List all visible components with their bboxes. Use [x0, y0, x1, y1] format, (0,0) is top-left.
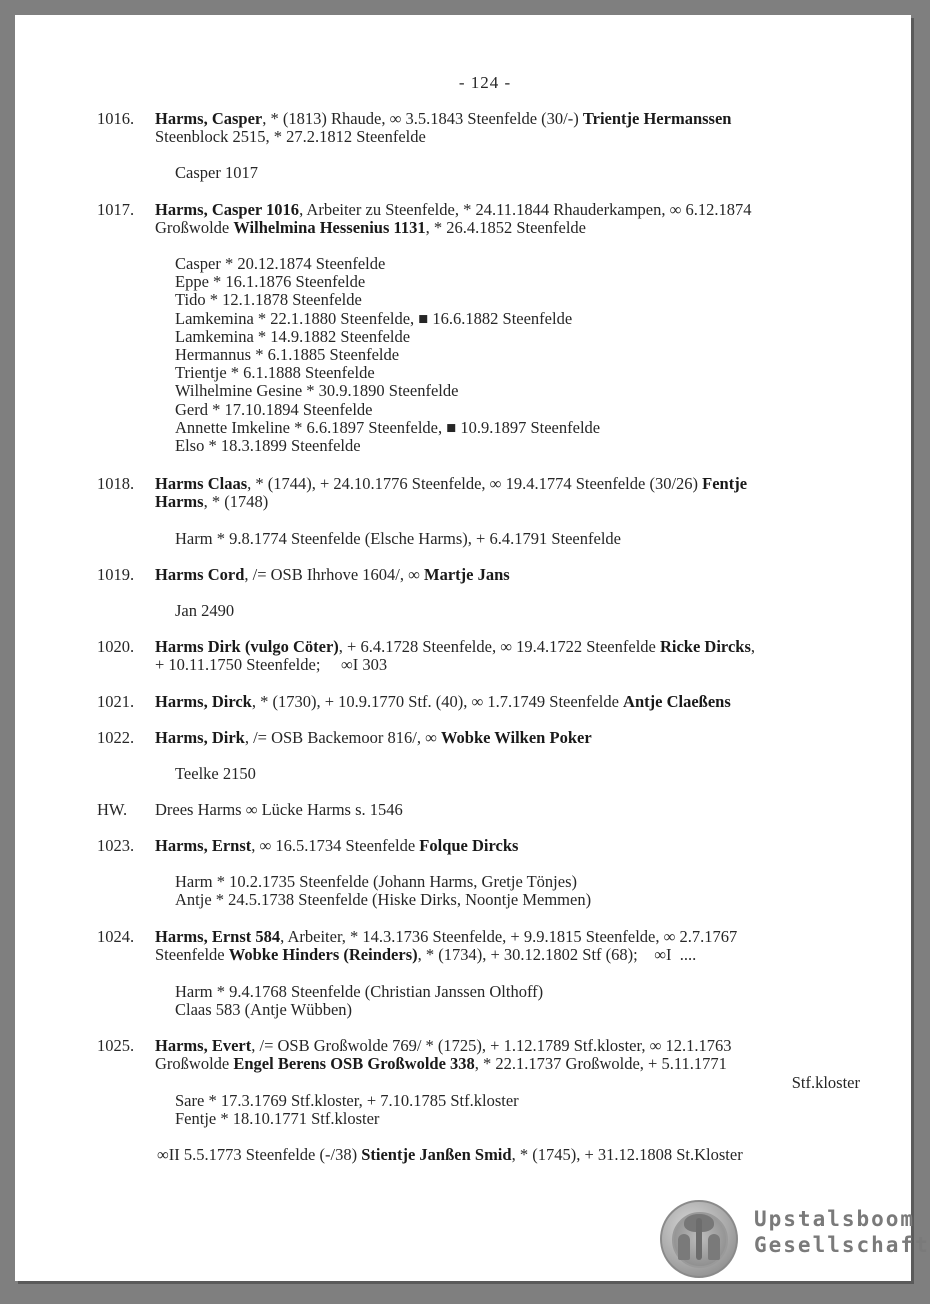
line-continuation: Stf.kloster — [791, 1073, 860, 1092]
child-item: Elso * 18.3.1899 Steenfelde — [175, 436, 361, 456]
entry-number: 1024. — [97, 927, 135, 946]
page-content — [15, 15, 911, 1281]
person-name: Harms, Ernst — [155, 836, 252, 855]
entry-number: 1022. — [97, 728, 135, 747]
spouse-name: Wobke Wilken Poker — [440, 728, 592, 747]
children-list — [175, 530, 875, 548]
entry-text: Harms Dirk (vulgo Cöter), + 6.4.1728 Steenfelde, ∞ 19.4.1722 Steenfelde Ricke Dircks, + 10.11.1750 Steenfelde; ∞I 303 — [155, 637, 756, 675]
spouse-name: Trientje Hermanssen — [582, 109, 732, 128]
child-item: Tido * 12.1.1878 Steenfelde — [175, 290, 362, 310]
person-name: Harms, Dirk — [155, 728, 245, 747]
children-list — [175, 164, 875, 182]
society-logo — [660, 1200, 930, 1278]
document-page — [15, 15, 930, 1281]
children-list — [175, 765, 875, 783]
child-item: Jan 2490 — [175, 601, 235, 620]
spouse-name: Folque Dircks — [419, 836, 519, 855]
person-name: Harms, Dirck — [155, 692, 252, 711]
person-name: Harms Claas — [155, 474, 248, 493]
children-list — [175, 983, 875, 1019]
spouse-name: Stientje Janßen Smid — [361, 1145, 512, 1164]
child-item: Casper * 20.12.1874 Steenfelde — [175, 254, 386, 273]
spouse-name-cont: Harms — [155, 492, 204, 512]
entry-text: Harms, Evert, /= OSB Großwolde 769/ * (1725), + 1.12.1789 Stf.kloster, ∞ 12.1.1763 Großwolde Engel Berens OSB Großwolde 338, * 22.1.1737 Großwolde, + 5.11.1771 — [155, 1036, 732, 1074]
entry-number: 1020. — [97, 637, 135, 656]
child-item: Antje * 24.5.1738 Steenfelde (Hiske Dirks, Noontje Memmen) — [175, 890, 592, 910]
spouse-name: Martje Jans — [424, 565, 510, 584]
entry-number: 1021. — [97, 692, 135, 711]
children-list — [175, 602, 875, 620]
person-name: Harms, Evert — [155, 1036, 252, 1055]
entry-number: HW. — [97, 800, 128, 819]
spouse-name: Wilhelmina Hessenius 1131 — [233, 218, 426, 238]
person-name: Harms, Casper — [155, 109, 263, 128]
entry-text: Harms, Dirk, /= OSB Backemoor 816/, ∞ Wobke Wilken Poker — [155, 728, 592, 747]
person-name: Harms Dirk (vulgo Cöter) — [155, 637, 339, 656]
child-item: Fentje * 18.10.1771 Stf.kloster — [175, 1109, 380, 1129]
spouse-name: Ricke Dircks — [659, 637, 751, 656]
entry-text: Drees Harms ∞ Lücke Harms s. 1546 — [155, 800, 403, 819]
entry-number: 1018. — [97, 474, 135, 493]
child-item: Harm * 9.8.1774 Steenfelde (Elsche Harms), + 6.4.1791 Steenfelde — [175, 529, 621, 548]
children-list — [175, 1092, 875, 1128]
page-number: - 124 - — [458, 73, 512, 92]
child-item: Casper 1017 — [175, 163, 258, 182]
spouse-name: Engel Berens OSB Großwolde 338 — [233, 1054, 475, 1074]
entry-text: Harms, Dirck, * (1730), + 10.9.1770 Stf. (40), ∞ 1.7.1749 Steenfelde Antje Claeßens — [155, 692, 731, 711]
society-name: Upstalsboom Gesellschaft — [754, 1207, 930, 1257]
child-item: Claas 583 (Antje Wübben) — [175, 1000, 353, 1020]
entry-text: Harms, Ernst, ∞ 16.5.1734 Steenfelde Folque Dircks — [155, 836, 519, 855]
entry-text: Harms, Casper, * (1813) Rhaude, ∞ 3.5.1843 Steenfelde (30/-) Trientje Hermanssen Steenblock 2515, * 27.2.1812 Steenfelde — [155, 109, 732, 147]
entry-number: 1016. — [97, 109, 135, 128]
child-item: Harm * 10.2.1735 Steenfelde (Johann Harms, Gretje Tönjes) — [175, 872, 578, 891]
entry-text: Harms, Casper 1016, Arbeiter zu Steenfelde, * 24.11.1844 Rhauderkampen, ∞ 6.12.1874 Großwolde Wilhelmina Hessenius 1131, * 26.4.1852 Steenfelde — [155, 200, 752, 238]
entry-text: Harms Claas, * (1744), + 24.10.1776 Steenfelde, ∞ 19.4.1774 Steenfelde (30/26) Fentje Harms, * (1748) — [155, 474, 748, 512]
spouse-name: Antje Claeßens — [623, 692, 731, 711]
entry-number: 1025. — [97, 1036, 135, 1055]
child-item: Harm * 9.4.1768 Steenfelde (Christian Janssen Olthoff) — [175, 982, 544, 1001]
child-item: Wilhelmine Gesine * 30.9.1890 Steenfelde — [175, 381, 459, 401]
child-item: Teelke 2150 — [175, 764, 256, 783]
child-item: Trientje * 6.1.1888 Steenfelde — [175, 363, 375, 383]
child-item: Eppe * 16.1.1876 Steenfelde — [175, 272, 366, 292]
entry-text: Harms, Ernst 584, Arbeiter, * 14.3.1736 Steenfelde, + 9.9.1815 Steenfelde, ∞ 2.7.1767 Steenfelde Wobke Hinders (Reinders), * (1734), + 30.12.1802 Stf (68); ∞I .... — [155, 927, 738, 965]
spouse-name: Wobke Hinders (Reinders) — [228, 945, 418, 965]
entry-text: Harms Cord, /= OSB Ihrhove 1604/, ∞ Martje Jans — [155, 565, 510, 584]
spouse-name: Fentje — [702, 474, 748, 493]
person-name: Harms, Casper 1016 — [155, 200, 300, 219]
children-list — [175, 873, 875, 909]
children-list — [175, 255, 875, 455]
child-item: Gerd * 17.10.1894 Steenfelde — [175, 399, 373, 419]
entry-number: 1023. — [97, 836, 135, 855]
child-item: Annette Imkeline * 6.6.1897 Steenfelde, ■ 10.9.1897 Steenfelde — [175, 417, 601, 437]
entry-number: 1017. — [97, 200, 135, 219]
child-item: Sare * 17.3.1769 Stf.kloster, + 7.10.1785 Stf.kloster — [175, 1091, 519, 1110]
child-item: Lamkemina * 22.1.1880 Steenfelde, ■ 16.6.1882 Steenfelde — [175, 308, 573, 328]
child-item: Lamkemina * 14.9.1882 Steenfelde — [175, 326, 411, 346]
entry-number: 1019. — [97, 565, 135, 584]
child-item: Hermannus * 6.1.1885 Steenfelde — [175, 345, 400, 365]
seal-icon — [660, 1200, 738, 1278]
second-marriage: ∞II 5.5.1773 Steenfelde (-/38) Stientje Janßen Smid, * (1745), + 31.12.1808 St.Kloster — [157, 1145, 743, 1164]
person-name: Harms, Ernst 584 — [155, 927, 281, 946]
person-name: Harms Cord — [155, 565, 245, 584]
